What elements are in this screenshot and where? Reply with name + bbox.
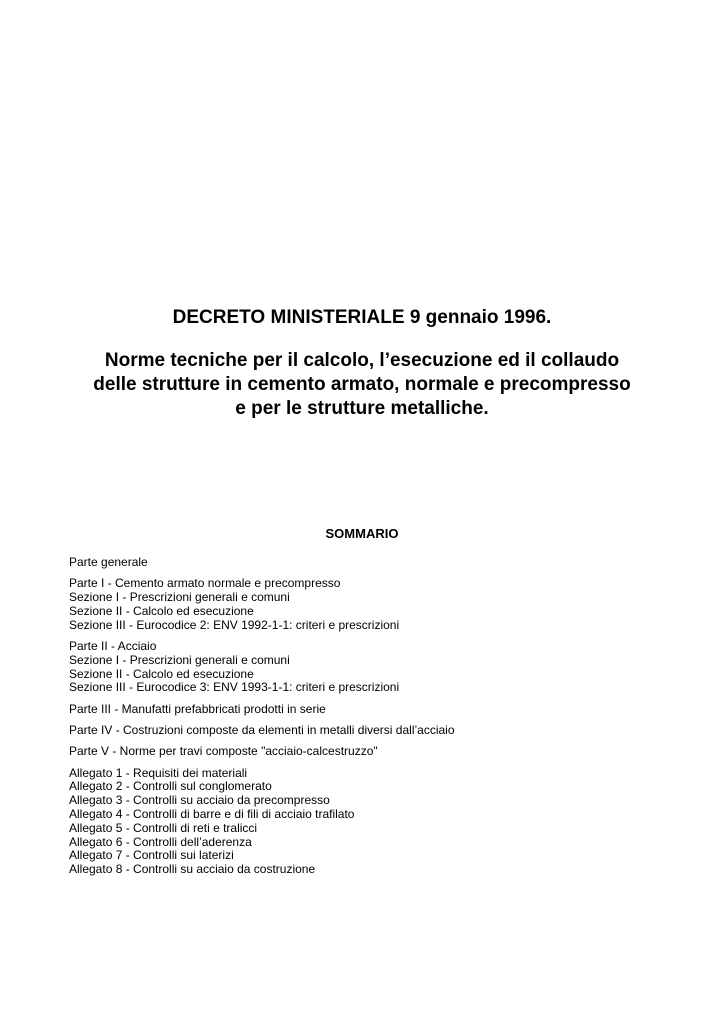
summary-item: Allegato 3 - Controlli su acciaio da precompresso: [69, 793, 330, 808]
summary-item: Parte IV - Costruzioni composte da elementi in metalli diversi dall’acciaio: [69, 722, 455, 737]
summary-group-part-5: [69, 745, 689, 759]
summary-item: Sezione III - Eurocodice 3: ENV 1993-1-1: criteri e prescrizioni: [69, 680, 400, 695]
subtitle-line: delle strutture in cemento armato, normale e precompresso: [93, 374, 631, 395]
summary-item: Allegato 7 - Controlli sui laterizi: [69, 848, 234, 863]
summary-group-part-4: [69, 724, 689, 738]
summary-item: Parte III - Manufatti prefabbricati prodotti in serie: [69, 701, 326, 716]
summary-group-annexes: [69, 767, 689, 877]
summary-item: Parte generale: [69, 555, 148, 569]
summary-item: Sezione III - Eurocodice 2: ENV 1992-1-1: criteri e prescrizioni: [69, 617, 400, 632]
summary-group-part-1: [69, 577, 689, 632]
summary-item: Sezione I - Prescrizioni generali e comuni: [69, 652, 290, 667]
summary-item: Allegato 4 - Controlli di barre e di fili di acciaio trafilato: [69, 806, 355, 821]
summary-group-part-2: [69, 640, 689, 695]
summary-group-general: [69, 556, 689, 570]
summary-item: Parte V - Norme per travi composte "acciaio-calcestruzzo": [69, 744, 378, 759]
summary-item: Parte II - Acciaio: [69, 638, 157, 653]
summary-item: Allegato 8 - Controlli su acciaio da costruzione: [69, 862, 316, 877]
summary-item: Sezione I - Prescrizioni generali e comuni: [69, 590, 290, 605]
subtitle-line: Norme tecniche per il calcolo, l’esecuzione ed il collaudo: [104, 350, 620, 371]
summary-item: Parte I - Cemento armato normale e precompresso: [69, 576, 341, 591]
summary-list: [69, 556, 689, 884]
summary-heading: SOMMARIO: [325, 526, 399, 541]
summary-item: Sezione II - Calcolo ed esecuzione: [69, 666, 254, 681]
summary-item: Allegato 2 - Controlli sul conglomerato: [69, 779, 272, 794]
summary-item: Allegato 1 - Requisiti dei materiali: [69, 765, 248, 780]
subtitle-line: e per le strutture metalliche.: [235, 398, 489, 419]
document-subtitle: [0, 349, 724, 421]
summary-group-part-3: [69, 703, 689, 717]
page-title: DECRETO MINISTERIALE 9 gennaio 1996.: [172, 307, 552, 328]
summary-item: Allegato 6 - Controlli dell’aderenza: [69, 834, 252, 849]
summary-item: Allegato 5 - Controlli di reti e tralicci: [69, 820, 258, 835]
summary-item: Sezione II - Calcolo ed esecuzione: [69, 603, 254, 618]
